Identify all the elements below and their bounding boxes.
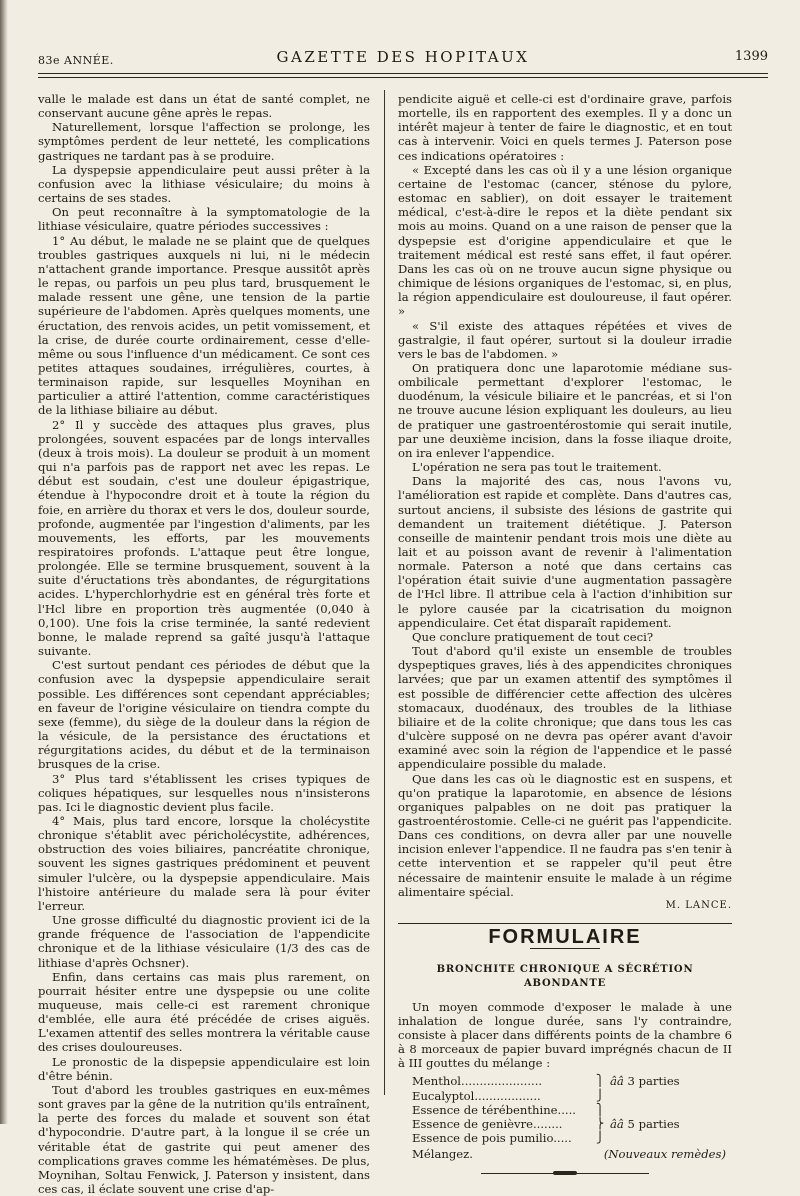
recipe-row	[398, 1103, 732, 1117]
ingredient-name: Eucalyptol..................	[412, 1088, 541, 1103]
brace-mark: ⎭	[596, 1131, 605, 1145]
formulaire-title: FORMULAIRE	[488, 926, 642, 949]
paragraph: Dans la majorité des cas, nous l'avons vu, l'amélioration est rapide et complète. Dans d'autres cas, surtout anciens, il subsiste des lésions de gastrite qui demandent un traitement diététique. J. Paterson conseille de maintenir pendant trois mois une diète au lait et au poisson avant de revenir à l'alimentation normale. Paterson a noté que dans certains cas l'opération était suivie d'une augmentation passagère de l'Hcl libre. Il attribue cela à l'action d'inhibition sur le pylore causée par la cicatrisation du moignon appendiculaire. Cet état disparaît rapidement.	[398, 474, 732, 630]
recipe-closing	[398, 1147, 732, 1163]
brace-mark: ⎬	[596, 1116, 605, 1130]
recipe-row	[398, 1074, 732, 1088]
ingredient-quantity: ââ 3 parties	[610, 1074, 680, 1089]
paragraph: Une grosse difficulté du diagnostic provient ici de la grande fréquence de l'association de l'appendicite chronique et de la lithiase vésiculaire (1/3 des cas de lithiase d'après Ochsner).	[38, 913, 370, 970]
mix-instruction: Mélangez.	[412, 1147, 473, 1162]
header-rule	[38, 73, 768, 78]
paragraph: La dyspepsie appendiculaire peut aussi prêter à la confusion avec la lithiase vésiculaire; du moins à certains de ses stades.	[38, 162, 370, 206]
paragraph: Enfin, dans certains cas mais plus rarement, on pourrait hésiter entre une dyspepsie ou une colite muqueuse, mais celle-ci est rarement chronique d'emblée, elle aura été précédée de crises aiguës. L'examen attentif des selles montrera la véritable cause des crises douloureuses.	[38, 969, 370, 1055]
paragraph: 1° Au début, le malade ne se plaint que de quelques troubles gastriques auxquels ni lui, ni le médecin n'attachent grande importance. Presque aussitôt après le repas, ou parfois un peu plus tard, brusquement le malade ressent une gêne, une tension de la partie supérieure de l'abdomen. Après quelques moments, une éructation, des renvois acides, un petit vomissement, et la crise, de durée courte ordinairement, cesse d'elle-même ou sous l'influence d'un médicament. Ce sont ces petites attaques soudaines, irrégulières, courtes, à terminaison rapide, sur lesquelles Moynihan en particulier a attiré l'attention, comme caractéristiques de la lithiase biliaire au début.	[38, 233, 370, 418]
paragraph: On pratiquera donc une laparotomie médiane sus-ombilicale permettant d'explorer l'estomac, le duodénum, la vésicule biliaire et le pancréas, et si l'on ne trouve aucune lésion expliquant les douleurs, au lieu de pratiquer une gastroentérostomie qui serait inutile, par une deuxième incision, dans la fosse iliaque droite, on ira enlever l'appendice.	[398, 360, 732, 460]
paragraph: Tout d'abord qu'il existe un ensemble de troubles dyspeptiques graves, liés à des appendicites chroniques larvées; que par un examen attentif des symptômes il est possible de différencier cette affection des ulcères stomacaux, duodénaux, des troubles de la lithiase biliaire et de la colite chronique; que dans tous les cas d'ulcère supposé on ne devra pas opérer avant d'avoir examiné avec soin la région de l'appendice et le passé appendiculaire possible du malade.	[398, 644, 732, 772]
recipe-list	[398, 1074, 732, 1145]
brace-mark: ⎭	[596, 1088, 605, 1102]
binding-edge	[0, 0, 8, 1124]
paragraph: L'opération ne sera pas tout le traitement.	[412, 460, 662, 475]
paragraph: 4° Mais, plus tard encore, lorsque la cholécystite chronique s'établit avec péricholécystite, adhérences, obstruction des voies biliaires, pancréatite chronique, souvent les signes gastriques prédominent et peuvent simuler l'ulcère, ou la dyspepsie appendiculaire. Mais l'histoire antérieure du malade sera là pour éviter l'erreur.	[38, 813, 370, 913]
header-year: 83e ANNÉE.	[38, 54, 114, 67]
page-header	[38, 44, 768, 70]
paragraph: Le pronostic de la dispepsie appendiculaire est loin d'être bénin.	[38, 1054, 370, 1083]
end-ornament	[481, 1173, 649, 1180]
title-underline	[530, 948, 600, 949]
ingredient-name: Essence de genièvre........	[412, 1116, 563, 1131]
recipe-row	[398, 1131, 732, 1145]
paragraph: Naturellement, lorsque l'affection se prolonge, les symptômes perdent de leur netteté, les complications gastriques ne tardant pas à se produire.	[38, 120, 370, 163]
column-divider	[384, 90, 385, 1095]
section-rule	[398, 923, 732, 924]
author-signature: M. LANCE.	[665, 899, 732, 911]
paragraph: 2° Il y succède des attaques plus graves, plus prolongées, souvent espacées par de longs intervalles (deux à trois mois). La douleur se produit à un moment qui n'a parfois pas de rapport net avec les repas. Le début est soudain, c'est une douleur épigastrique, étendue à l'hypocondre droit et à toute la région du foie, en arrière du thorax et vers le dos, douleur sourde, profonde, augmentée par l'ingestion d'aliments, par les mouvements, les efforts, par les mouvements respiratoires profonds. L'attaque peut être longue, prolongée. Elle se termine brusquement, souvent à la suite d'éructations très abondantes, de régurgitations acides. L'hyperchlorhydrie est en général très forte et l'Hcl libre en proportion très augmentée (0,040 à 0,100). Une fois la crise terminée, la santé redevient bonne, le malade reprend sa gaîté jusqu'à l'attaque suivante.	[38, 417, 370, 659]
paragraph: On peut reconnaître à la symptomatologie de la lithiase vésiculaire, quatre périodes successives :	[38, 205, 370, 234]
header-title: GAZETTE DES HOPITAUX	[276, 48, 530, 66]
paragraph: C'est surtout pendant ces périodes de début que la confusion avec la dyspepsie appendiculaire serait possible. Les différences sont cependant appréciables; en faveur de l'origine vésiculaire on tiendra compte du sexe (femme), du siège de la douleur dans la région de la vésicule, de la persistance des éructations et régurgitations acides, du début et de la terminaison brusques de la crise.	[38, 658, 370, 772]
quote-paragraph: « Excepté dans les cas où il y a une lésion organique certaine de l'estomac (cancer, sténose du pylore, estomac en sablier), on doit essayer le traitement médical, c'est-à-dire le repos et la diète pendant six mois au moins. Quand on a une raison de penser que la dyspepsie est d'origine appendiculaire et que le traitement médical est resté sans effet, il faut opérer. Dans les cas où on ne trouve aucun signe physique ou chimique de lésions organiques de l'estomac, si, en plus, la région appendiculaire est douloureuse, il faut opérer. »	[398, 162, 732, 319]
paragraph: 3° Plus tard s'établissent les crises typiques de coliques hépatiques, sur lesquelles nous n'insisterons pas. Ici le diagnostic devient plus facile.	[38, 771, 370, 814]
recipe-row	[398, 1089, 732, 1103]
formulaire-intro: Un moyen commode d'exposer le malade à une inhalation de longue durée, sans l'y contraindre, consiste à placer dans différents points de la chambre 6 à 8 morceaux de papier buvard imprégnés chacun de II à III gouttes du mélange :	[398, 999, 732, 1071]
ingredient-name: Essence de pois pumilio.....	[412, 1131, 572, 1146]
paragraph: Que dans les cas où le diagnostic est en suspens, et qu'on pratique la laparotomie, en absence de lésions organiques palpables on ne doit pas pratiquer la gastroentérostomie. Celle-ci ne guérit pas l'appendicite. Dans ces conditions, on devra aller par une nouvelle incision enlever l'appendice. Il ne faudra pas s'en tenir à cette intervention et se rappeler qu'il peut être nécessaire de maintenir ensuite le malade à un régime alimentaire spécial.	[398, 771, 732, 899]
paragraph: Tout d'abord les troubles gastriques en eux-mêmes sont graves par la gêne de la nutrition qu'ils entraînent, la perte des forces du malade et souvent son état d'hypocondrie. D'autre part, à la longue il se crée un véritable état de gastrite qui peut amener des complications graves comme les hématémèses. De plus, Moynihan, Soltau Fenwick, J. Paterson y insistent, dans ces cas, il éclate souvent une crise d'ap-	[38, 1082, 370, 1196]
header-page-number: 1399	[734, 49, 768, 64]
brace-mark: ⎫	[596, 1102, 605, 1116]
paragraph: pendicite aiguë et celle-ci est d'ordinaire grave, parfois mortelle, ils en rapportent des exemples. Il y a donc un intérêt majeur à tenter de faire le diagnostic, et en tout cas à intervenir. Voici en quels termes J. Paterson pose ces indications opératoires :	[398, 92, 732, 163]
ingredient-name: Essence de térébenthine.....	[412, 1102, 576, 1117]
paragraph: Que conclure pratiquement de tout ceci?	[412, 629, 654, 644]
brace-mark: ⎫	[596, 1074, 605, 1088]
left-column	[38, 92, 370, 1196]
ingredient-name: Menthol......................	[412, 1074, 543, 1089]
paragraph: valle le malade est dans un état de santé complet, ne conservant aucune gêne après le repas.	[38, 92, 370, 121]
quote-paragraph: « S'il existe des attaques répétées et vives de gastralgie, il faut opérer, surtout si la douleur irradie vers le bas de l'abdomen. »	[398, 318, 732, 361]
right-column	[398, 92, 732, 1180]
formulaire-subtitle: BRONCHITE CHRONIQUE A SÉCRÉTION ABONDANTE	[436, 964, 694, 990]
ingredient-quantity: ââ 5 parties	[610, 1116, 680, 1131]
source-citation: (Nouveaux remèdes)	[603, 1147, 726, 1162]
